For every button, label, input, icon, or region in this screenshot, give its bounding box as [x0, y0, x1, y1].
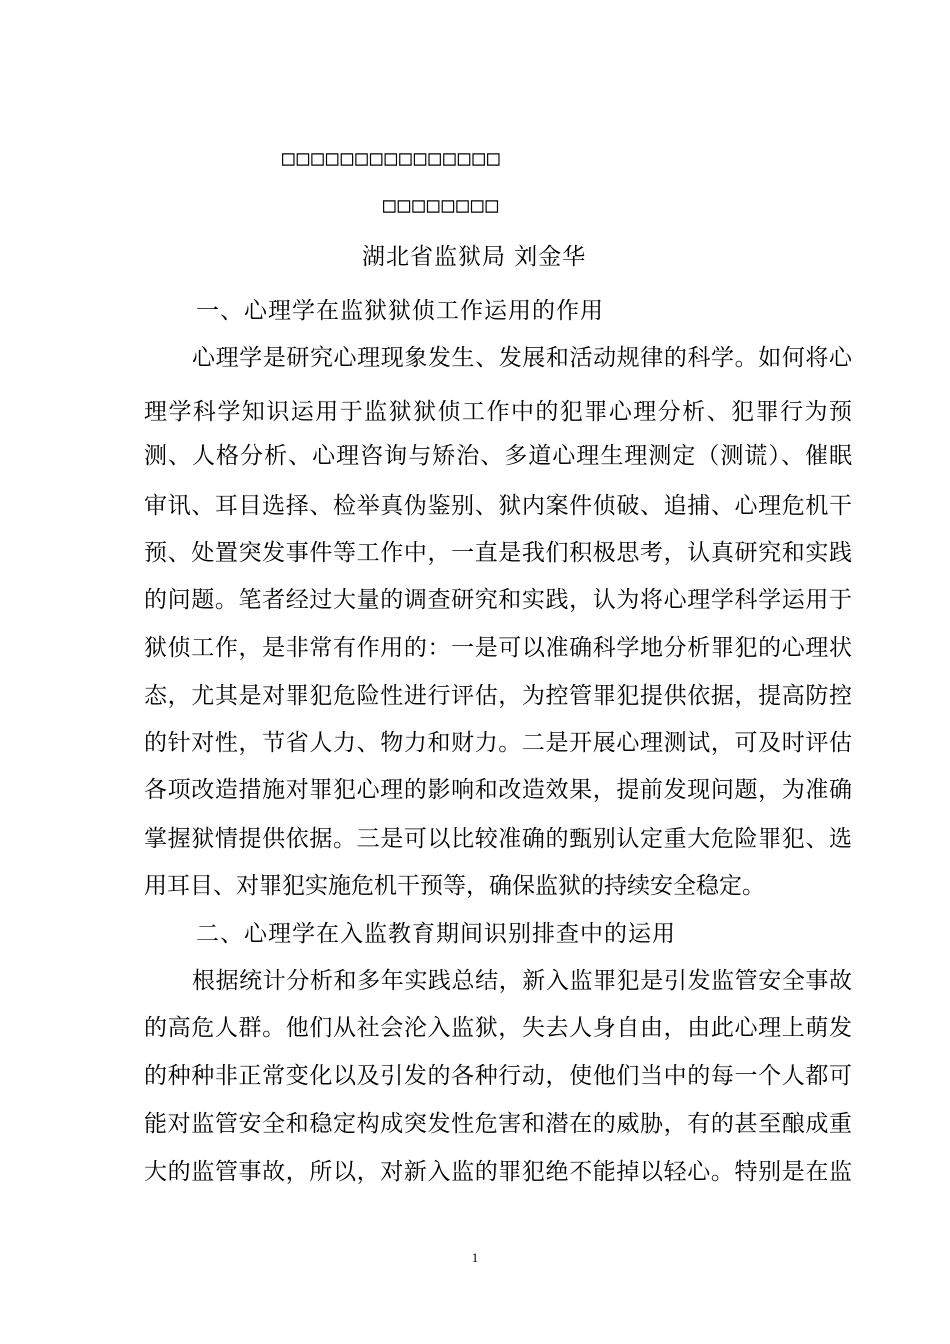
document-author: 湖北省监狱局 刘金华 — [362, 244, 587, 270]
paragraph-line: 能对监管安全和稳定构成突发性危害和潜在的威胁，有的甚至酿成重 — [144, 1111, 852, 1137]
paragraph-line: 的针对性，节省人力、物力和财力。二是开展心理测试，可及时评估 — [144, 730, 852, 756]
paragraph-line: 的种种非正常变化以及引发的各种行动，使他们当中的每一个人都可 — [144, 1063, 852, 1089]
paragraph-line: 根据统计分析和多年实践总结，新入监罪犯是引发监管安全事故 — [192, 968, 852, 994]
paragraph-line: 掌握狱情提供依据。三是可以比较准确的甄别认定重大危险罪犯、选 — [144, 826, 852, 852]
paragraph-line: 用耳目、对罪犯实施危机干预等，确保监狱的持续安全稳定。 — [144, 873, 765, 899]
paragraph-line: 各项改造措施对罪犯心理的影响和改造效果，提前发现问题，为准确 — [144, 777, 852, 803]
paragraph-line: 狱侦工作，是非常有作用的：一是可以准确科学地分析罪犯的心理状 — [144, 635, 852, 661]
paragraph-line: 大的监管事故，所以，对新入监的罪犯绝不能掉以轻心。特别是在监 — [144, 1159, 852, 1185]
document-title-line-2: □□□□□□□□ — [383, 193, 501, 217]
paragraph-line: 态，尤其是对罪犯危险性进行评估，为控管罪犯提供依据，提高防控 — [144, 683, 852, 709]
paragraph-line: 理学科学知识运用于监狱狱侦工作中的犯罪心理分析、犯罪行为预 — [144, 399, 852, 425]
section-1-heading: 一、心理学在监狱狱侦工作运用的作用 — [196, 298, 604, 324]
document-title-line-1: □□□□□□□□□□□□□□□ — [282, 146, 502, 170]
paragraph-line: 心理学是研究心理现象发生、发展和活动规律的科学。如何将心 — [192, 345, 852, 371]
section-2-heading: 二、心理学在入监教育期间识别排查中的运用 — [196, 921, 676, 947]
paragraph-line: 的高危人群。他们从社会沦入监狱，失去人身自由，由此心理上萌发 — [144, 1015, 852, 1041]
paragraph-line: 审讯、耳目选择、检举真伪鉴别、狱内案件侦破、追捕、心理危机干 — [144, 493, 852, 519]
page-number: 1 — [471, 1250, 479, 1265]
paragraph-line: 的问题。笔者经过大量的调查研究和实践，认为将心理学科学运用于 — [144, 587, 852, 613]
paragraph-line: 测、人格分析、心理咨询与矫治、多道心理生理测定（测谎）、催眠 — [144, 443, 852, 469]
paragraph-line: 预、处置突发事件等工作中，一直是我们积极思考，认真研究和实践 — [144, 540, 852, 566]
